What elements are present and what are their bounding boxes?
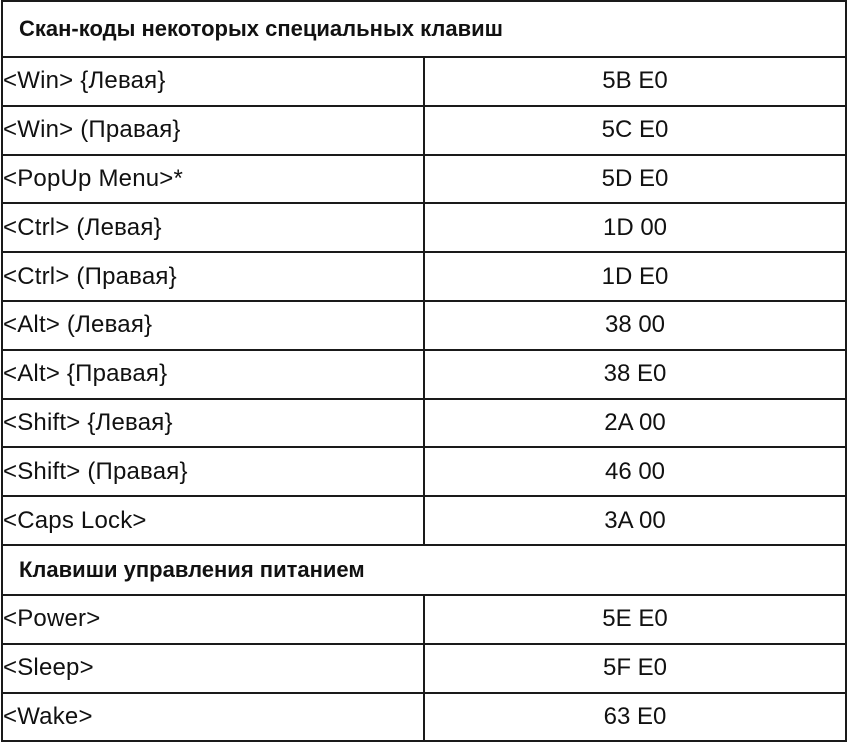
key-name-cell: <Power>: [2, 595, 424, 644]
section-header-power-keys: [2, 545, 846, 595]
table-row: [2, 301, 846, 350]
scan-code-cell: 38 E0: [424, 350, 846, 399]
scan-code-cell: 46 00: [424, 447, 846, 496]
scan-code-cell: 5E E0: [424, 595, 846, 644]
table-row: [2, 693, 846, 742]
table-row: [2, 57, 846, 106]
key-name-cell: <Wake>: [2, 693, 424, 742]
table-row: [2, 496, 846, 545]
section-title: Клавиши управления питанием: [2, 545, 846, 595]
table-row: [2, 644, 846, 693]
table-row: [2, 203, 846, 252]
scan-code-cell: 5B E0: [424, 57, 846, 106]
key-name-cell: <Win> {Левая}: [2, 57, 424, 106]
section-title: Скан-коды некоторых специальных клавиш: [2, 1, 846, 57]
key-name-cell: <Alt> {Правая}: [2, 350, 424, 399]
scan-code-cell: 63 E0: [424, 693, 846, 742]
table-row: [2, 447, 846, 496]
scan-code-cell: 2A 00: [424, 399, 846, 448]
key-name-cell: <Sleep>: [2, 644, 424, 693]
scan-code-cell: 1D E0: [424, 252, 846, 301]
table-row: [2, 106, 846, 155]
table-row: [2, 350, 846, 399]
key-name-cell: <Alt> (Левая}: [2, 301, 424, 350]
key-name-cell: <Shift> (Правая}: [2, 447, 424, 496]
table-row: [2, 252, 846, 301]
key-name-cell: <Ctrl> (Левая}: [2, 203, 424, 252]
scan-code-cell: 3A 00: [424, 496, 846, 545]
scan-code-cell: 1D 00: [424, 203, 846, 252]
key-name-cell: <Ctrl> (Правая}: [2, 252, 424, 301]
scan-code-cell: 5C E0: [424, 106, 846, 155]
key-name-cell: <PopUp Menu>*: [2, 155, 424, 204]
scan-code-cell: 38 00: [424, 301, 846, 350]
scan-code-cell: 5D E0: [424, 155, 846, 204]
scan-code-table: [1, 0, 847, 742]
key-name-cell: <Win> (Правая}: [2, 106, 424, 155]
table-row: [2, 595, 846, 644]
table-row: [2, 155, 846, 204]
table-row: [2, 399, 846, 448]
key-name-cell: <Caps Lock>: [2, 496, 424, 545]
section-header-special-keys: [2, 1, 846, 57]
scan-code-cell: 5F E0: [424, 644, 846, 693]
key-name-cell: <Shift> {Левая}: [2, 399, 424, 448]
